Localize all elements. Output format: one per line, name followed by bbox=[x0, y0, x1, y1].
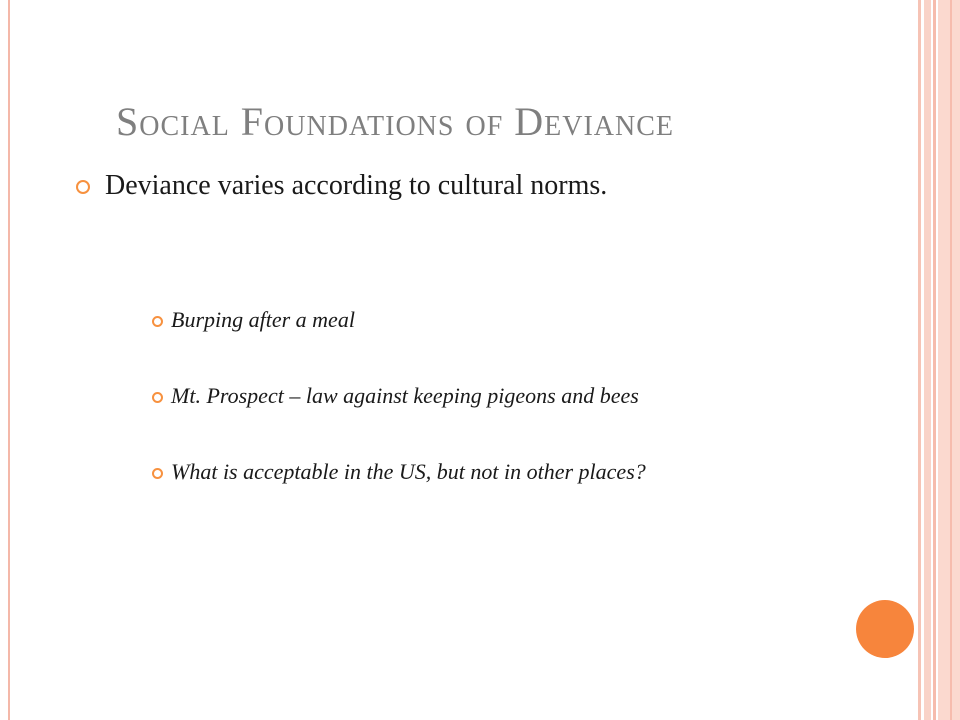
sub-bullet-text: Mt. Prospect – law against keeping pigeons and bees bbox=[171, 383, 639, 408]
right-stripe bbox=[938, 0, 960, 720]
orange-ring-bullet-icon bbox=[152, 316, 163, 327]
slide-title: Social Foundations of Deviance bbox=[116, 99, 675, 144]
main-bullet-text: Deviance varies according to cultural norms. bbox=[105, 170, 608, 201]
sub-bullet bbox=[152, 307, 355, 333]
sub-bullet bbox=[152, 383, 639, 409]
sub-bullet bbox=[152, 459, 646, 485]
left-border-line bbox=[8, 0, 10, 720]
right-stripe bbox=[933, 0, 936, 720]
orange-ring-bullet-icon bbox=[152, 392, 163, 403]
orange-circle-icon bbox=[856, 600, 914, 658]
orange-ring-bullet-icon bbox=[152, 468, 163, 479]
sub-bullet-text: Burping after a meal bbox=[171, 307, 355, 332]
orange-ring-bullet-icon bbox=[76, 180, 90, 194]
right-stripe bbox=[950, 0, 952, 720]
right-stripe bbox=[918, 0, 921, 720]
right-stripe bbox=[924, 0, 931, 720]
main-bullet bbox=[76, 170, 607, 202]
sub-bullet-text: What is acceptable in the US, but not in other places? bbox=[171, 459, 646, 484]
